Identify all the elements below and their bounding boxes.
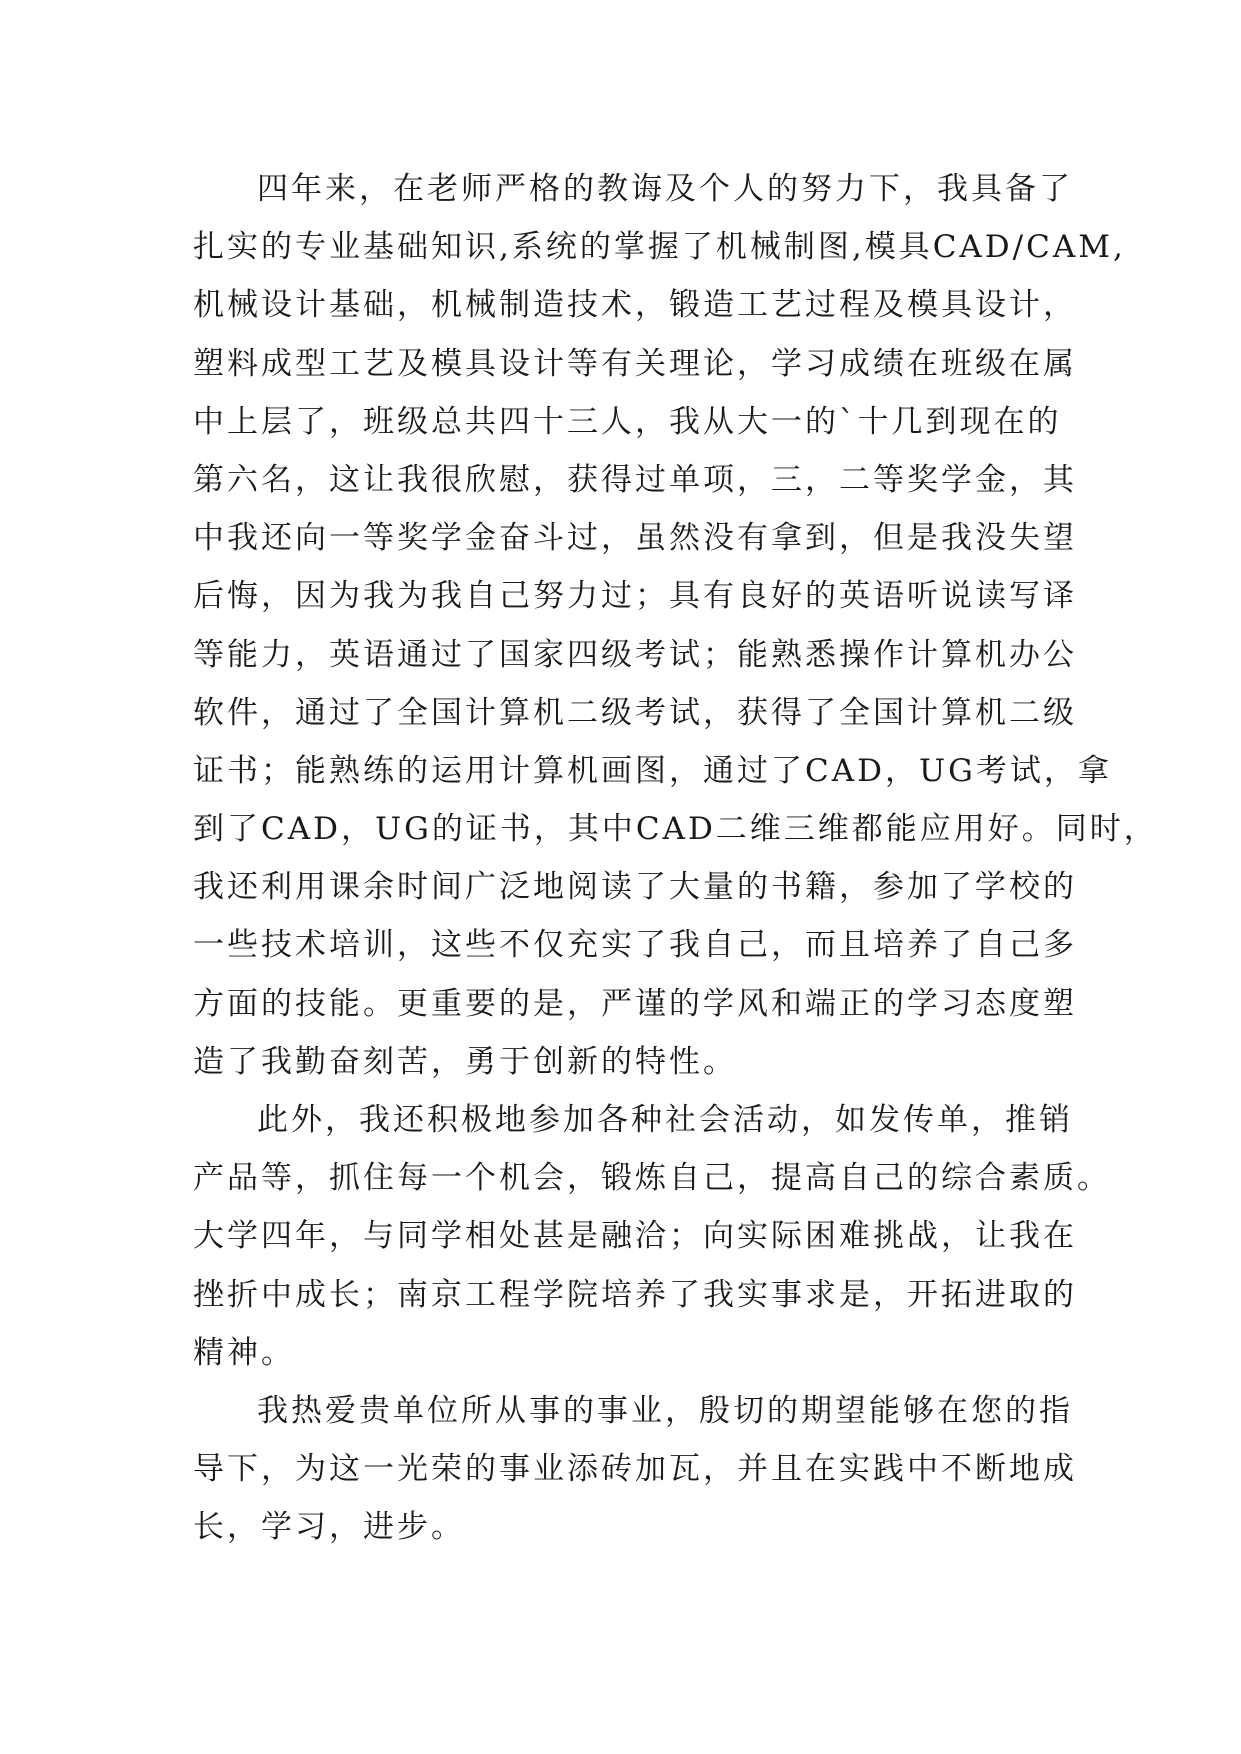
paragraph-1-line-11: 证书；能熟练的运用计算机画图，通过了CAD，UG考试，拿: [193, 752, 1112, 789]
paragraph-1-line-14: 一些技术培训，这些不仅充实了我自己，而且培养了自己多: [193, 927, 1077, 964]
paragraph-3-line-3: 长，学习，进步。: [193, 1509, 465, 1546]
paragraph-2-line-2: 产品等，抓住每一个机会，锻炼自己，提高自己的综合素质。: [193, 1160, 1111, 1197]
paragraph-1-line-13: 我还利用课余时间广泛地阅读了大量的书籍，参加了学校的: [193, 869, 1077, 906]
paragraph-1-line-6: 第六名，这让我很欣慰，获得过单项，三，二等奖学金，其: [193, 461, 1077, 498]
paragraph-2-line-4: 挫折中成长；南京工程学院培养了我实事求是，开拓进取的: [193, 1276, 1077, 1313]
paragraph-1-line-15: 方面的技能。更重要的是，严谨的学风和端正的学习态度塑: [193, 985, 1077, 1022]
paragraph-3-line-1: 我热爱贵单位所从事的事业，殷切的期望能够在您的指: [257, 1392, 1073, 1429]
paragraph-1-line-12: 到了CAD，UG的证书，其中CAD二维三维都能应用好。同时，: [193, 811, 1158, 848]
paragraph-2-line-5: 精神。: [193, 1334, 295, 1371]
paragraph-1-line-7: 中我还向一等奖学金奋斗过，虽然没有拿到，但是我没失望: [193, 520, 1077, 557]
paragraph-2-line-3: 大学四年，与同学相处甚是融洽；向实际困难挑战，让我在: [193, 1218, 1077, 1255]
paragraph-2-line-1: 此外，我还积极地参加各种社会活动，如发传单，推销: [257, 1102, 1073, 1138]
paragraph-3-line-2: 导下，为这一光荣的事业添砖加瓦，并且在实践中不断地成: [193, 1451, 1077, 1488]
paragraph-1-line-16: 造了我勤奋刻苦，勇于创新的特性。: [193, 1043, 737, 1080]
paragraph-1-line-3: 机械设计基础，机械制造技术，锻造工艺过程及模具设计，: [193, 287, 1077, 324]
paragraph-1-line-5: 中上层了，班级总共四十三人，我从大一的`十几到现在的: [193, 403, 1062, 440]
paragraph-1-line-8: 后悔，因为我为我自己努力过；具有良好的英语听说读写译: [193, 578, 1077, 615]
paragraph-1-line-10: 软件，通过了全国计算机二级考试，获得了全国计算机二级: [193, 694, 1077, 731]
document-body: [193, 160, 1158, 1557]
paragraph-1-line-4: 塑料成型工艺及模具设计等有关理论，学习成绩在班级在属: [193, 345, 1077, 382]
paragraph-1-line-9: 等能力，英语通过了国家四级考试；能熟悉操作计算机办公: [193, 636, 1077, 673]
paragraph-1-line-1: 四年来，在老师严格的教诲及个人的努力下，我具备了: [257, 171, 1073, 207]
paragraph-1-line-2: 扎实的专业基础知识,系统的掌握了机械制图,模具CAD/CAM,: [193, 229, 1126, 266]
